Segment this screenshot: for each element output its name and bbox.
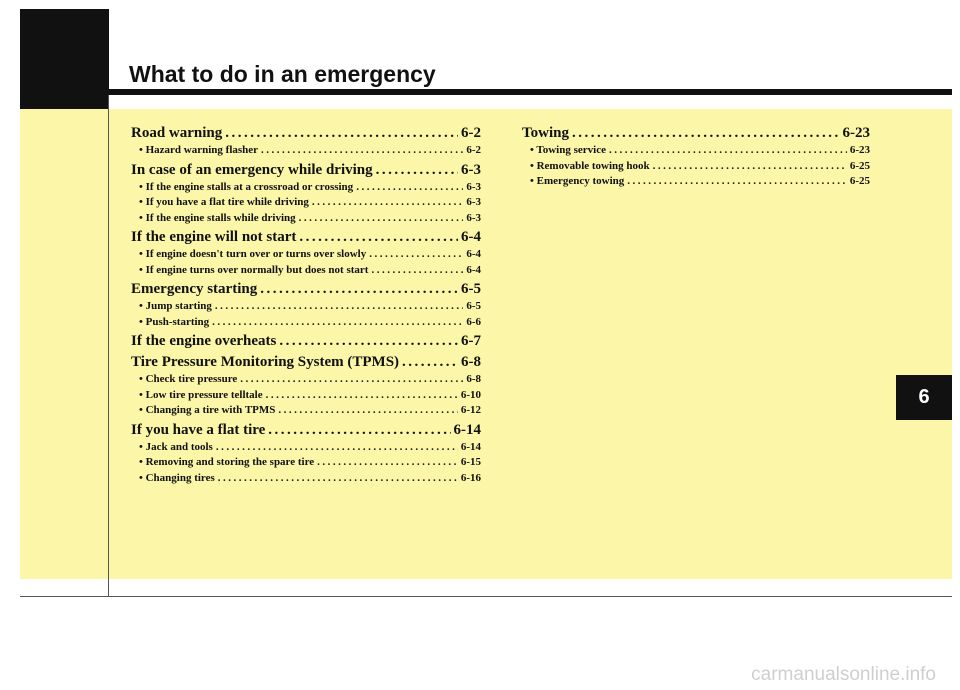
toc-entry-label: • Towing service	[530, 144, 606, 156]
toc-entry-label: Emergency starting	[131, 281, 258, 297]
toc-subsection-entry[interactable]	[131, 263, 481, 279]
toc-subsection-entry[interactable]	[131, 180, 481, 196]
toc-entry-label: • Jump starting	[139, 300, 212, 312]
toc-leader-dots	[266, 388, 458, 404]
toc-leader-dots	[261, 143, 463, 159]
toc-entry-label: If you have a flat tire	[131, 421, 266, 438]
toc-right-column	[522, 122, 870, 190]
toc-leader-dots	[216, 440, 458, 456]
toc-entry-label: • Push-starting	[139, 315, 210, 328]
toc-leader-dots	[212, 315, 463, 331]
toc-section-entry[interactable]	[131, 280, 481, 299]
toc-page-number: 6-12	[460, 404, 481, 416]
toc-leader-dots	[402, 353, 458, 372]
toc-entry-label: • Check tire pressure	[139, 373, 238, 385]
toc-page-number: 6-4	[461, 229, 481, 245]
margin-rule	[108, 95, 109, 597]
toc-left-column	[131, 122, 481, 486]
toc-leader-dots	[369, 247, 463, 263]
toc-entry-label: If the engine overheats	[131, 333, 277, 349]
toc-entry-label: • If you have a flat tire while driving	[139, 196, 309, 208]
toc-section-entry[interactable]	[131, 332, 481, 351]
toc-entry-label: • Removable towing hook	[530, 159, 650, 172]
toc-page-number: 6-4	[466, 263, 481, 276]
toc-leader-dots	[215, 299, 463, 315]
toc-entry-label: • Emergency towing	[530, 175, 625, 187]
toc-leader-dots	[218, 471, 458, 487]
toc-page-number: 6-7	[461, 333, 481, 349]
toc-page-number: 6-3	[466, 180, 481, 193]
toc-subsection-entry[interactable]	[131, 211, 481, 227]
toc-section-entry[interactable]	[131, 124, 481, 143]
toc-entry-label: Road warning	[131, 125, 223, 141]
toc-subsection-entry[interactable]	[131, 403, 481, 419]
toc-page-number: 6-14	[460, 440, 481, 453]
toc-entry-label: • Changing tires	[139, 471, 215, 484]
toc-leader-dots	[279, 332, 458, 351]
toc-page-number: 6-25	[849, 175, 870, 187]
toc-page-number: 6-3	[466, 211, 481, 224]
toc-page-number: 6-5	[466, 300, 481, 312]
toc-subsection-entry[interactable]	[131, 388, 481, 404]
toc-section-entry[interactable]	[131, 161, 481, 180]
toc-section-entry[interactable]	[131, 228, 481, 247]
toc-entry-label: • If the engine stalls at a crossroad or crossing	[139, 180, 354, 193]
toc-page-number: 6-16	[460, 471, 481, 484]
toc-leader-dots	[356, 180, 463, 196]
toc-page-number: 6-8	[466, 373, 481, 385]
toc-subsection-entry[interactable]	[522, 159, 870, 175]
toc-page-number: 6-25	[849, 159, 870, 172]
toc-entry-label: Tire Pressure Monitoring System (TPMS)	[131, 354, 400, 370]
toc-page-number: 6-5	[461, 281, 481, 297]
toc-page-number: 6-3	[466, 196, 481, 208]
toc-subsection-entry[interactable]	[131, 195, 481, 211]
toc-page-number: 6-3	[461, 161, 481, 178]
toc-page-number: 6-6	[466, 315, 481, 328]
watermark: carmanualsonline.info	[751, 664, 936, 685]
toc-section-entry[interactable]	[522, 124, 870, 143]
toc-page-number: 6-15	[460, 456, 481, 468]
toc-entry-label: • If engine doesn't turn over or turns over slowly	[139, 248, 367, 260]
toc-section-entry[interactable]	[131, 353, 481, 372]
toc-entry-label: In case of an emergency while driving	[131, 161, 373, 178]
title-rule	[20, 89, 952, 95]
toc-leader-dots	[312, 195, 463, 211]
toc-leader-dots	[299, 228, 458, 247]
chapter-tab[interactable]: 6	[896, 375, 952, 420]
toc-subsection-entry[interactable]	[131, 455, 481, 471]
toc-leader-dots	[260, 280, 458, 299]
toc-leader-dots	[371, 263, 463, 279]
toc-entry-label: Towing	[522, 125, 569, 141]
toc-page-number: 6-2	[466, 144, 481, 156]
toc-subsection-entry[interactable]	[131, 440, 481, 456]
toc-entry-label: • Changing a tire with TPMS	[139, 404, 276, 416]
toc-section-entry[interactable]	[131, 421, 481, 440]
toc-page-number: 6-2	[461, 125, 481, 141]
toc-page-number: 6-23	[849, 144, 870, 156]
toc-subsection-entry[interactable]	[131, 143, 481, 159]
toc-entry-label: • If the engine stalls while driving	[139, 211, 296, 224]
toc-subsection-entry[interactable]	[131, 247, 481, 263]
toc-subsection-entry[interactable]	[131, 471, 481, 487]
toc-page-number: 6-10	[460, 388, 481, 401]
toc-subsection-entry[interactable]	[522, 143, 870, 159]
bottom-rule	[20, 596, 952, 597]
toc-leader-dots	[299, 211, 464, 227]
toc-entry-label: • Removing and storing the spare tire	[139, 456, 315, 468]
toc-page-number: 6-23	[842, 125, 870, 141]
toc-leader-dots	[240, 372, 463, 388]
toc-leader-dots	[627, 174, 847, 190]
toc-leader-dots	[317, 455, 458, 471]
toc-subsection-entry[interactable]	[131, 315, 481, 331]
toc-entry-label: If the engine will not start	[131, 229, 297, 245]
toc-entry-label: • Hazard warning flasher	[139, 144, 259, 156]
toc-leader-dots	[225, 124, 458, 143]
toc-page-number: 6-8	[461, 354, 481, 370]
toc-leader-dots	[572, 124, 840, 143]
toc-subsection-entry[interactable]	[131, 299, 481, 315]
toc-leader-dots	[609, 143, 847, 159]
toc-entry-label: • Jack and tools	[139, 440, 213, 453]
toc-subsection-entry[interactable]	[131, 372, 481, 388]
toc-leader-dots	[278, 403, 457, 419]
toc-subsection-entry[interactable]	[522, 174, 870, 190]
toc-entry-label: • If engine turns over normally but does not start	[139, 263, 369, 276]
page-title: What to do in an emergency	[129, 61, 436, 87]
toc-leader-dots	[653, 159, 847, 175]
toc-entry-label: • Low tire pressure telltale	[139, 388, 263, 401]
toc-leader-dots	[376, 161, 458, 180]
toc-page-number: 6-14	[453, 421, 481, 438]
toc-leader-dots	[268, 421, 450, 440]
toc-page-number: 6-4	[466, 248, 481, 260]
